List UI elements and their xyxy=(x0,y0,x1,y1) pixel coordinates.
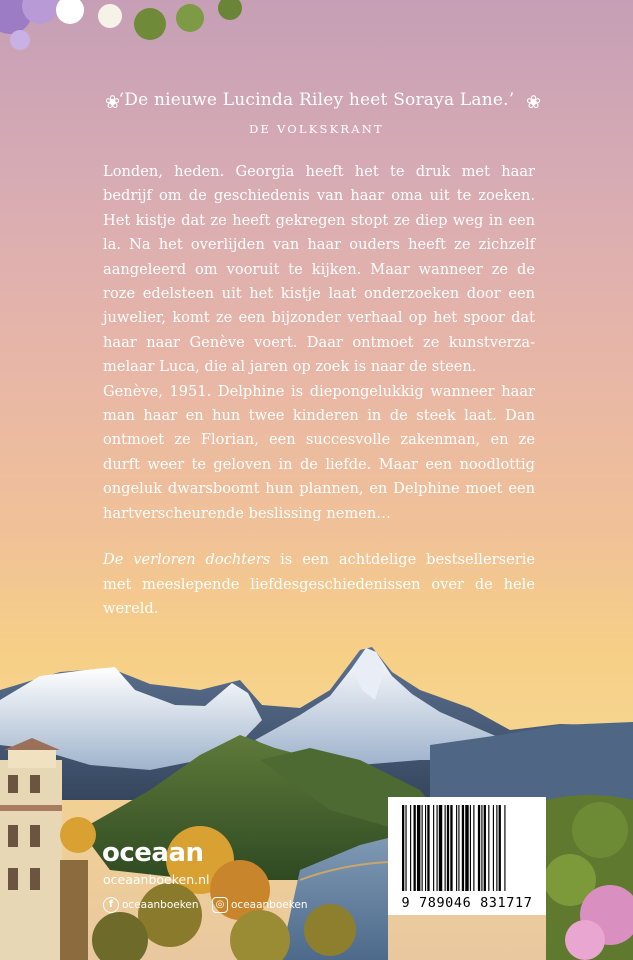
barcode-bar xyxy=(410,805,411,891)
instagram-icon: ◎ xyxy=(212,897,228,913)
flower-ornament-icon: ❀ xyxy=(526,92,542,113)
quote-source: DE VOLKSKRANT xyxy=(249,122,384,136)
blurb-paragraph-2: Genève, 1951. Delphine is diepongelukkig wanneer haar man haar en hun twee kinderen in de steek laat. Dan ontmoet ze Florian, een succesvolle zakenman, en ze durft weer te geloven in de liefde. Maar een noodlottig ongeluk dwarsboomt hun plannen, en Delphine moet een hartverscheurende beslissing nemen… xyxy=(103,382,535,522)
barcode-bar xyxy=(458,805,459,891)
barcode-bar xyxy=(450,805,452,891)
isbn-number: 9 789046 831717 xyxy=(401,895,533,911)
publisher-website[interactable]: oceaanboeken.nl xyxy=(103,872,210,887)
barcode-bar xyxy=(422,805,423,891)
barcode-bar xyxy=(462,805,464,891)
flowers-top-left xyxy=(0,0,242,50)
barcode-bar xyxy=(433,805,434,891)
barcode-bar xyxy=(496,805,497,891)
series-title: De verloren dochters xyxy=(103,551,271,569)
barcode-bar xyxy=(465,805,468,891)
flower-ornament-icon: ❀ xyxy=(105,92,121,113)
blurb-paragraph-3 xyxy=(103,548,535,621)
barcode-bar xyxy=(402,805,404,891)
barcode-bar xyxy=(481,805,482,891)
barcode-bar xyxy=(470,805,471,891)
facebook-handle-text: oceaanboeken xyxy=(122,899,199,911)
barcode-bar xyxy=(417,805,420,891)
barcode-bar xyxy=(447,805,449,891)
instagram-handle-text: oceaanboeken xyxy=(231,899,308,911)
series-text: is een achtdelige bestsellerserie met meeslepende liefdesgeschiedenissen over de hele wereld. xyxy=(103,551,535,617)
barcode-bar xyxy=(437,805,438,891)
quote-text: ‘De nieuwe Lucinda Riley heet Soraya Lane.’ xyxy=(118,90,515,110)
barcode-bar xyxy=(414,805,416,891)
barcode-bar xyxy=(456,805,457,891)
facebook-handle[interactable] xyxy=(103,897,199,913)
barcode-bar xyxy=(484,805,486,891)
publisher-logo: oceaan xyxy=(102,838,204,868)
barcode-bar xyxy=(504,805,505,891)
barcode-bar xyxy=(473,805,474,891)
barcode-bar xyxy=(493,805,494,891)
barcode-bar xyxy=(478,805,480,891)
instagram-handle[interactable] xyxy=(212,897,308,913)
barcode-bar xyxy=(445,805,446,891)
barcode-bar xyxy=(427,805,429,891)
barcode xyxy=(388,797,546,915)
facebook-icon: f xyxy=(103,897,119,913)
barcode-bar xyxy=(499,805,501,891)
barcode-bar xyxy=(488,805,489,891)
barcode-bar xyxy=(439,805,442,891)
barcode-bar xyxy=(425,805,426,891)
barcode-bar xyxy=(405,805,406,891)
blurb-text xyxy=(103,160,535,621)
blurb-paragraph-1: Londen, heden. Georgia heeft het te druk met haar bedrijf om de geschiedenis van haar oma uit te zoeken. Het kistje dat ze heeft gekregen stopt ze diep weg in een la. Na het overlijden van haar ouders heeft ze zichzelf aangeleerd om vooruit te kijken. Maar wanneer ze de roze edelsteen uit het kistje laat onderzoeken door een juwelier, komt ze een bijzonder verhaal op het spoor dat haar naar Genève voert. Daar ontmoet ze kunstverzamelaar Luca, die al jaren op zoek is naar de steen. xyxy=(103,163,535,376)
